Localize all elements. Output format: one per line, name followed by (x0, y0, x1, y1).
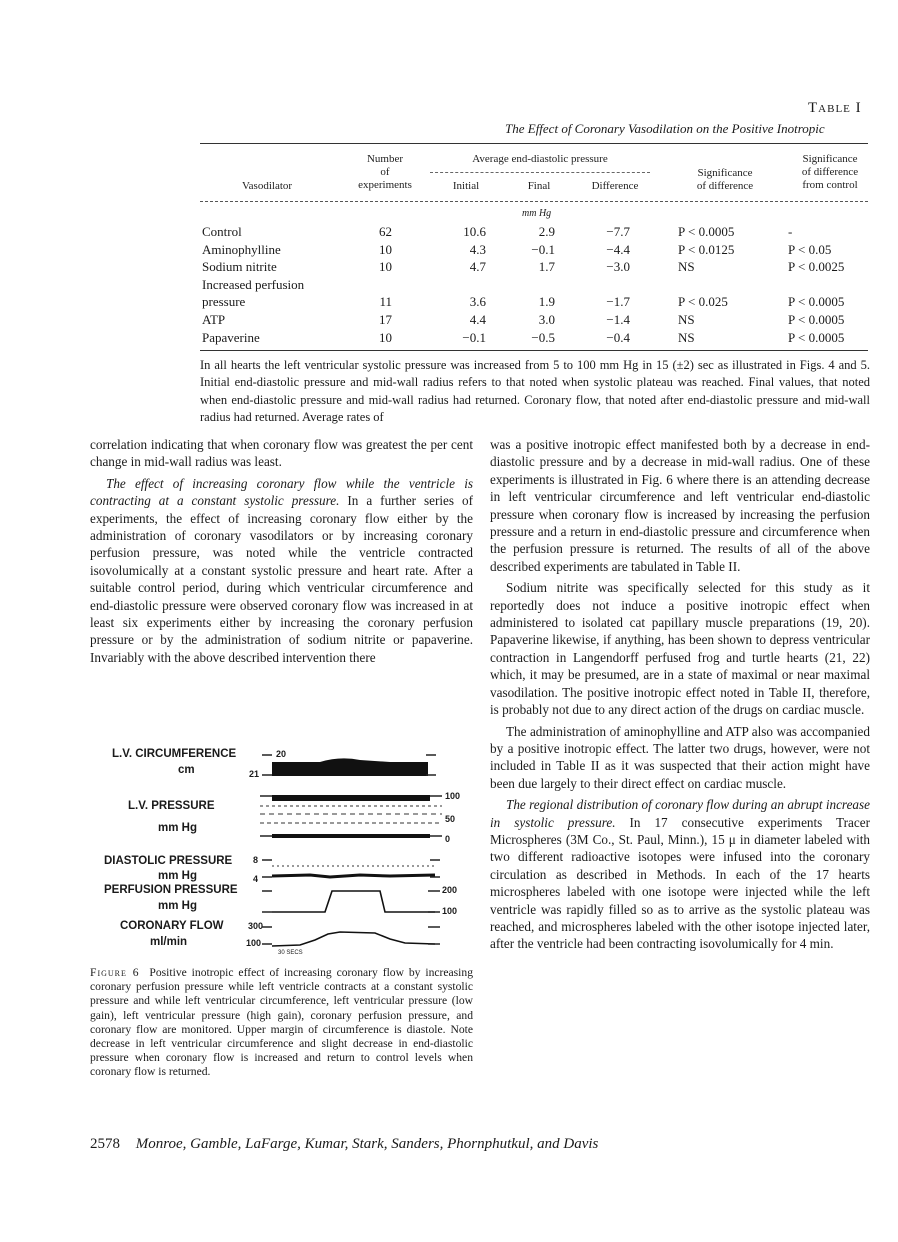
label-pp-unit: mm Hg (158, 900, 197, 912)
table-cell-vasodilator: Aminophylline (202, 241, 281, 257)
table-cell-difference: −1.7 (606, 294, 630, 310)
table-cell-sig_control: - (788, 224, 793, 239)
scale-cf-100: 100 (246, 938, 262, 948)
scale-circ-20: 20 (276, 749, 287, 759)
label-circ-unit: cm (178, 764, 195, 776)
table-cell-difference: −7.7 (606, 224, 630, 239)
label-diastolic-pressure: DIASTOLIC PRESSURE (104, 855, 233, 867)
table-cell-significance: P < 0.025 (678, 294, 728, 310)
author-list: Monroe, Gamble, LaFarge, Kumar, Stark, Sanders, Phornphutkul, and Davis (135, 1136, 599, 1152)
trace-perfusion-pressure (262, 891, 440, 912)
header-significance: Significance of difference (696, 167, 754, 192)
table-cell-final: −0.1 (531, 241, 555, 257)
scale-pp-200: 200 (442, 885, 458, 895)
label-cf-unit: ml/min (150, 936, 188, 948)
header-vasodilator: Vasodilator (241, 180, 293, 192)
scale-cf-300: 300 (248, 921, 264, 931)
table-cell-n: 17 (379, 312, 392, 327)
table-cell-difference: −0.4 (606, 329, 630, 345)
left-paragraph-1: correlation indicating that when coronary flow was greatest the per cent change in mid-wall radius was least. (90, 437, 473, 470)
header-significance-control: Significance of difference from control (801, 153, 859, 191)
right-paragraph-1: was a positive inotropic effect manifested both by a decrease in end-diastolic pressure and by a decrease in mid-wall radius. One of these experiments is illustrated in Fig. 6 where there is an attending decrease in left ventricular circumference and left ventricular end-diastolic pressure when coronary flow is increased by increasing the perfusion pressure and a return in end-diastolic pressure and circumference when the perfusion pressure is returned. The results of all of the above described experiments are tabulated in Table II. (490, 437, 870, 574)
table-bottom-rule (200, 350, 868, 351)
scale-lvp-50: 50 (445, 814, 456, 824)
table-cell-initial: 4.3 (469, 241, 486, 257)
table-cell-vasodilator: Control (202, 224, 242, 239)
left-column-text (90, 436, 473, 670)
scale-lvp-0: 0 (445, 834, 451, 844)
page-number: 2578 (90, 1136, 120, 1152)
header-difference: Difference (591, 180, 639, 192)
scale-dp-4: 4 (253, 874, 259, 884)
table-units: mm Hg (522, 208, 552, 219)
trace-lv-circumference (262, 755, 436, 776)
header-initial: Initial (452, 180, 480, 192)
table-cell-difference: −1.4 (606, 312, 630, 327)
right-paragraph-4 (490, 796, 870, 953)
table-cell-n: 10 (379, 241, 392, 257)
table-cell-difference: −4.4 (606, 241, 630, 257)
trace-diastolic-pressure (262, 860, 440, 877)
table-cell-final: −0.5 (531, 329, 555, 345)
table-cell-significance: NS (678, 259, 695, 275)
left-paragraph-2 (90, 475, 473, 666)
scale-time: 30 SECS (278, 950, 303, 956)
table-cell-sig_control: P < 0.05 (788, 241, 832, 257)
right-paragraph-2: Sodium nitrite was specifically selected for this study as it reportedly does not induce a positive inotropic effect when administered to isolated cat papillary muscle preparations (19, 20). Papaverine likewise, if anything, has been shown to depress ventricular contraction in Langendorff perfused frog and turtle hearts (21, 22) which, it may be presumed, are in a state of maximal or near maximal vasodilation. The positive inotropic effect noted in Table II, therefore, is probably not due to any direct action of the drugs on cardiac muscle. (490, 580, 870, 718)
figure-6 (90, 744, 473, 966)
table-cell-initial: 4.4 (469, 312, 486, 327)
table-cell-sig_control: P < 0.0005 (788, 329, 845, 345)
scale-circ-21: 21 (249, 769, 260, 779)
figure-6-caption-text: Positive inotropic effect of increasing coronary flow by increasing coronary perfusion pressure while left ventricle contracts at a constant systolic pressure and while left ventricular circumference, left ventricular pressure (low gain), left ventricular pressure (high gain), coronary perfusion pressure, and coronary flow are monitored. Upper margin of circumference is diastole. Note decrease in left ventricular circumference and slight decrease in end-diastolic pressure when coronary flow is increased and return to control levels when coronary flow is returned. (90, 966, 473, 1079)
table-cell-final: 2.9 (538, 224, 555, 239)
figure-6-caption (90, 966, 473, 1080)
table-cell-significance: NS (678, 312, 695, 327)
trace-lv-pressure (260, 795, 442, 838)
table-cell-initial: 10.6 (463, 224, 486, 239)
right-paragraph-4-heading: The regional distribution of coronary flow during an abrupt increase in systolic pressure. (490, 797, 870, 830)
label-dp-unit: mm Hg (158, 870, 197, 882)
table-cell-vasodilator: Sodium nitrite (202, 259, 277, 275)
right-column-text (490, 436, 870, 957)
header-bottom-rule (200, 201, 868, 202)
table-cell-vasodilator: pressure (202, 294, 246, 310)
left-paragraph-2-heading: The effect of increasing coronary flow while the ventricle is contracting at a constant systolic pressure. (90, 475, 473, 509)
table-cell-vasodilator: Papaverine (202, 329, 260, 345)
table-cell-initial: −0.1 (462, 329, 486, 345)
table-top-rule (200, 143, 868, 144)
table-label: Table I (808, 100, 862, 116)
table-cell-significance: NS (678, 329, 695, 345)
table-cell-significance: P < 0.0125 (678, 241, 735, 257)
table-cell-n: 10 (379, 259, 392, 275)
label-perfusion-pressure: PERFUSION PRESSURE (104, 884, 238, 896)
label-lv-circumference: L.V. CIRCUMFERENCE (112, 748, 237, 760)
table-footnote: In all hearts the left ventricular systolic pressure was increased from 5 to 100 mm Hg in 15 (±2) sec as illustrated in Figs. 4 and 5. Initial end-diastolic pressure and mid-wall radius refers to that noted when systolic plateau was reached. Final values, that noted when end-diastolic pressure and mid-wall radius had returned. Coronary flow, that noted after end-diastolic pressure and mid-wall radius had returned. Average rates of (200, 358, 870, 424)
right-paragraph-4-body: In 17 consecutive experiments Tracer Microspheres (3M Co., St. Paul, Minn.), 15 μ in diameter labeled with two different radioactive isotopes were infused into the coronary circulation as described in Methods. In each of the 17 hearts microspheres labeled with one isotope were injected while the left ventricle was rapidly filled so as to arrive as the systolic plateau was reached, and microspheres labeled with the other isotope injected later, after the ventricle had been contracting isovolumically for 4 min. (490, 814, 870, 952)
figure-traces (90, 744, 473, 966)
table-cell-n: 11 (379, 294, 392, 310)
table-cell-vasodilator: Increased perfusion (202, 276, 305, 292)
table-cell-final: 1.9 (538, 294, 555, 310)
right-paragraph-3: The administration of aminophylline and ATP also was accompanied by a positive inotropic effect. The latter two drugs, however, were not included in Table II as it was suspected that their action might have been due largely to their direct effect on cardiac muscle. (490, 723, 870, 791)
scale-pp-100: 100 (442, 906, 458, 916)
table-cell-initial: 3.6 (469, 294, 486, 310)
page-footer (90, 1136, 870, 1153)
header-final: Final (527, 180, 551, 192)
table-cell-final: 3.0 (538, 312, 555, 327)
label-coronary-flow: CORONARY FLOW (120, 920, 224, 932)
scale-dp-8: 8 (253, 855, 259, 865)
table-cell-n: 10 (379, 329, 392, 345)
table-cell-n: 62 (379, 224, 392, 239)
table-cell-final: 1.7 (538, 259, 555, 275)
table-cell-sig_control: P < 0.0025 (788, 259, 845, 275)
trace-coronary-flow (262, 927, 440, 946)
table-cell-sig_control: P < 0.0005 (788, 294, 845, 310)
table-cell-significance: P < 0.0005 (678, 224, 735, 239)
table-cell-initial: 4.7 (469, 259, 486, 275)
header-group-rule (430, 172, 650, 173)
table-cell-difference: −3.0 (606, 259, 630, 275)
table-cell-vasodilator: ATP (202, 312, 226, 327)
figure-6-caption-label: Figure 6 (90, 966, 140, 979)
table-cell-sig_control: P < 0.0005 (788, 312, 845, 327)
table-title: The Effect of Coronary Vasodilation on the Positive Inotropic (505, 121, 825, 136)
header-average-group: Average end-diastolic pressure (472, 153, 608, 165)
scale-lvp-100: 100 (445, 791, 461, 801)
left-paragraph-2-body: In a further series of experiments, the effect of increasing coronary flow either by the administration of coronary vasodilators or by increasing coronary perfusion pressure, was noted while the ventricle contracted isovolumically at a constant systolic pressure and heart rate. After a suitable control period, during which ventricular circumference and end-diastolic pressure were observed coronary flow was increased in at least six experiments either by increasing the coronary perfusion pressure or by the administration of sodium nitrite or papaverine. Invariably with the above described intervention there (90, 493, 473, 665)
label-lvp-unit: mm Hg (158, 822, 197, 834)
label-lv-pressure: L.V. PRESSURE (128, 800, 215, 812)
header-number-of-experiments: Number of experiments (358, 153, 412, 191)
